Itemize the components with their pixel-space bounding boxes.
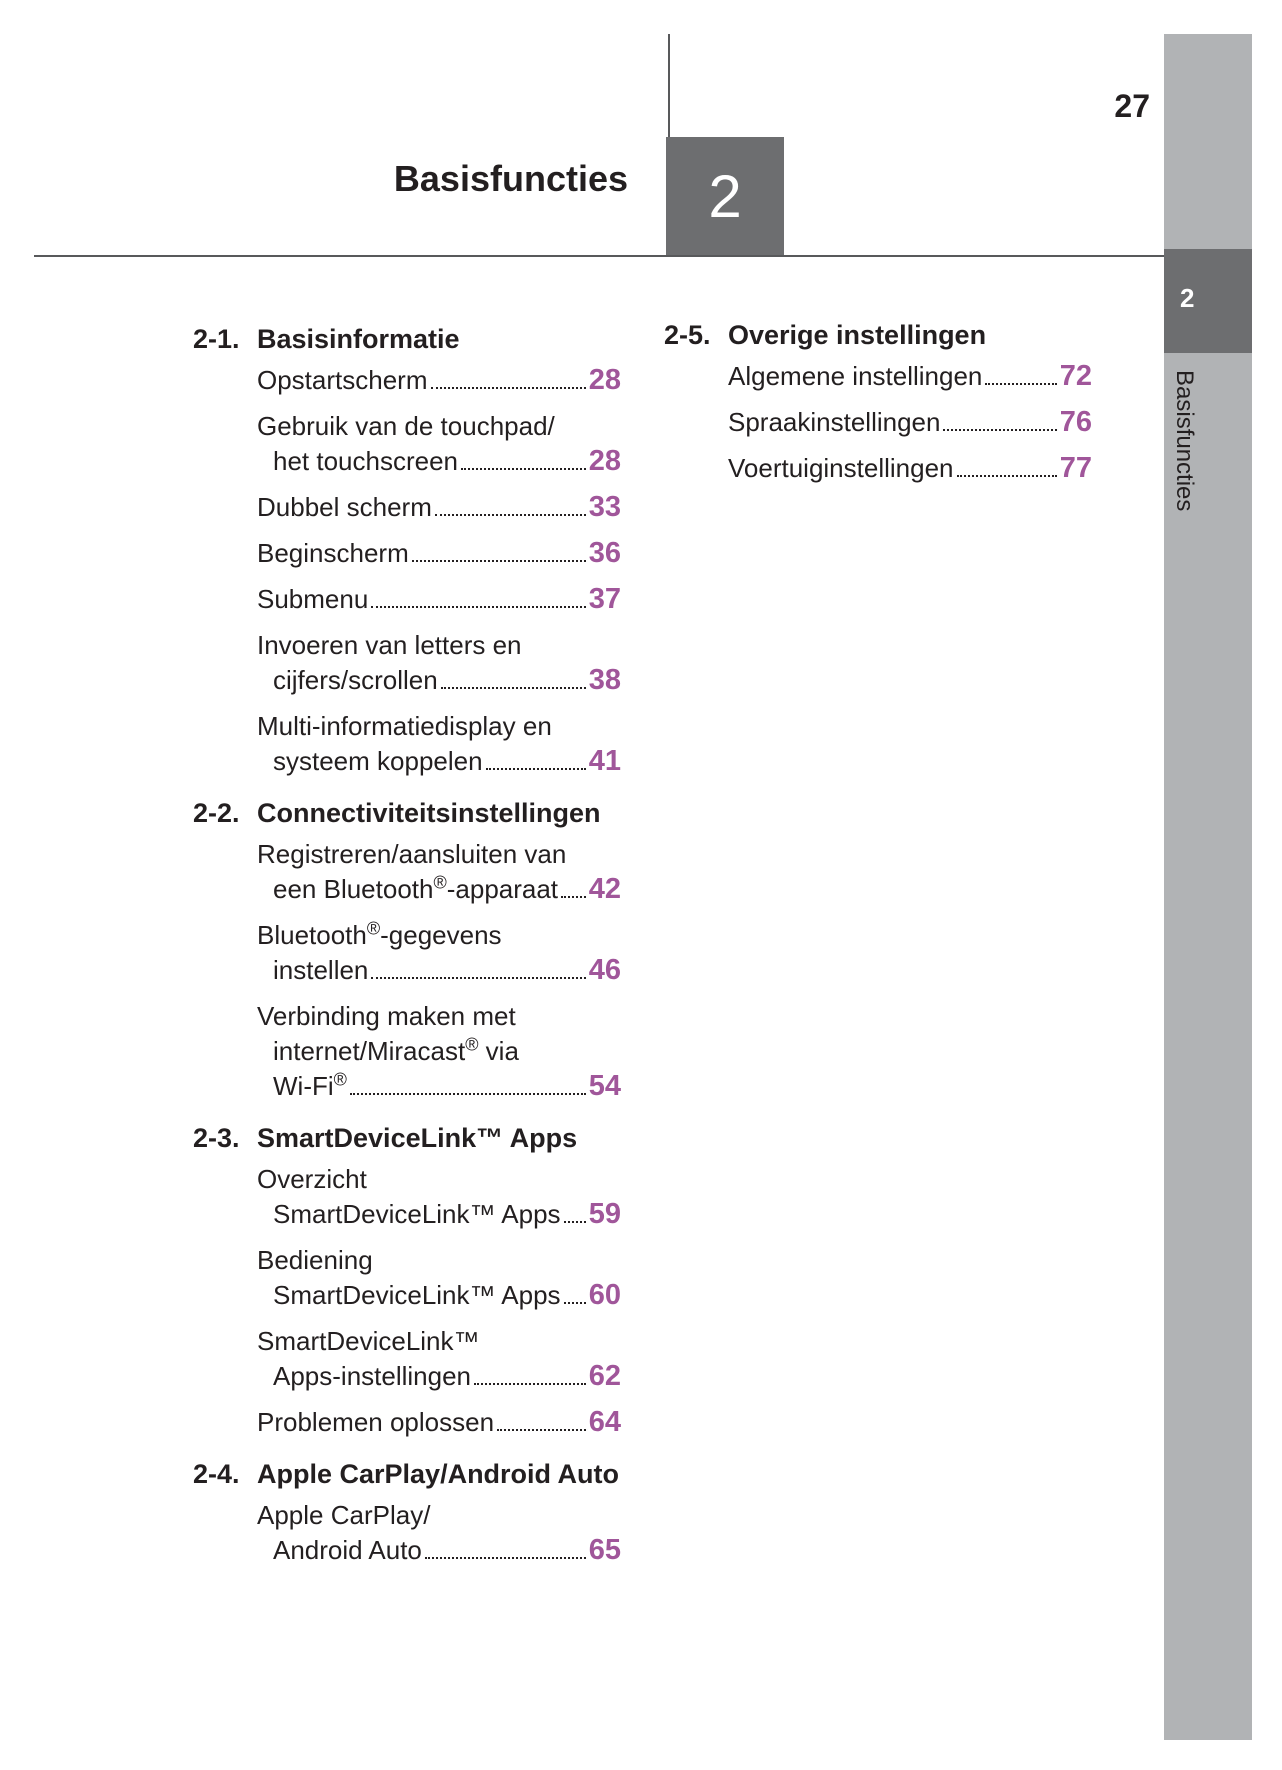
toc-entry-line	[257, 1359, 621, 1394]
page-reference[interactable]: 28	[588, 364, 621, 396]
toc-entry[interactable]	[257, 363, 621, 398]
toc-entry-text: Problemen oplossen	[257, 1407, 495, 1437]
toc-entry[interactable]	[257, 409, 621, 479]
page-reference[interactable]: 46	[588, 954, 621, 986]
side-chapter-tab[interactable]	[1164, 249, 1252, 353]
toc-entry-text: Voertuiginstellingen	[728, 453, 954, 483]
toc-entry-line	[257, 1278, 621, 1313]
toc-entry-line: Bluetooth®-gegevens	[257, 918, 502, 950]
page-reference[interactable]: 65	[588, 1534, 621, 1566]
page-reference[interactable]: 37	[588, 583, 621, 615]
toc-entry-text: SmartDeviceLink™ Apps	[273, 1199, 561, 1229]
toc-entry[interactable]	[257, 536, 621, 571]
toc-right-column	[664, 312, 1092, 497]
toc-entry[interactable]	[728, 451, 1092, 486]
section-title: SmartDeviceLink™ Apps	[257, 1123, 578, 1153]
section-heading	[193, 316, 621, 363]
section-heading	[193, 1115, 621, 1162]
toc-entry[interactable]	[257, 1498, 621, 1568]
dot-leader	[441, 687, 586, 689]
toc-entry[interactable]	[257, 1405, 621, 1440]
toc-entry-text: een Bluetooth®-apparaat	[273, 872, 559, 904]
page-reference[interactable]: 36	[588, 537, 621, 569]
page-reference[interactable]: 28	[588, 445, 621, 477]
toc-entry-text: Dubbel scherm	[257, 492, 432, 522]
toc-entry-line	[728, 451, 1092, 486]
chapter-number: 2	[708, 162, 742, 230]
toc-entry-text: Algemene instellingen	[728, 361, 983, 391]
page-reference[interactable]: 33	[588, 491, 621, 523]
toc-entry-text: systeem koppelen	[273, 746, 483, 776]
side-tab-number: 2	[1180, 283, 1195, 313]
toc-entry-line	[257, 1197, 621, 1232]
toc-entry-line: Apple CarPlay/	[257, 1500, 431, 1530]
toc-entry[interactable]	[257, 1324, 621, 1394]
toc-entry-line	[257, 1533, 621, 1568]
toc-entry-text: SmartDeviceLink™ Apps	[273, 1280, 561, 1310]
section-title: Connectiviteitsinstellingen	[257, 798, 601, 828]
section-number: 2-5.	[664, 320, 711, 350]
page-reference[interactable]: 59	[588, 1198, 621, 1230]
toc-entry-line	[257, 490, 621, 525]
section-heading	[193, 1451, 621, 1498]
dot-leader	[431, 387, 586, 389]
toc-entry[interactable]	[257, 918, 621, 988]
toc-entry[interactable]	[257, 490, 621, 525]
dot-leader	[425, 1557, 586, 1559]
toc-entry-line	[257, 363, 621, 398]
toc-entry-line	[728, 359, 1092, 394]
page-reference[interactable]: 64	[588, 1406, 621, 1438]
toc-entry-line: Overzicht	[257, 1164, 367, 1194]
dot-leader	[461, 468, 586, 470]
toc-entry-line: Verbinding maken met	[257, 1001, 516, 1031]
toc-entry[interactable]	[257, 709, 621, 779]
toc-entry-line	[257, 744, 621, 779]
dot-leader	[486, 768, 586, 770]
toc-entry-text: Spraakinstellingen	[728, 407, 941, 437]
toc-entry[interactable]	[728, 359, 1092, 394]
toc-entry-text: Opstartscherm	[257, 365, 428, 395]
toc-entry-text: Submenu	[257, 584, 369, 614]
toc-entry-text: Android Auto	[273, 1535, 422, 1565]
toc-entry-line: Multi-informatiedisplay en	[257, 711, 552, 741]
page-reference[interactable]: 38	[588, 664, 621, 696]
header-horizontal-rule	[34, 255, 1166, 257]
toc-entry-line	[257, 1069, 621, 1104]
dot-leader	[371, 606, 585, 608]
side-chapter-label: Basisfuncties	[1171, 370, 1198, 512]
toc-entry-line	[257, 663, 621, 698]
section-number: 2-4.	[193, 1459, 240, 1489]
section-title: Basisinformatie	[257, 324, 460, 354]
section-number: 2-1.	[193, 324, 240, 354]
toc-entry-line	[257, 536, 621, 571]
toc-left-column	[193, 316, 621, 1579]
page-reference[interactable]: 54	[588, 1070, 621, 1102]
page-number: 27	[1114, 88, 1150, 124]
toc-entry-line	[728, 405, 1092, 440]
toc-entry-line: internet/Miracast® via	[273, 1034, 519, 1066]
dot-leader	[561, 896, 586, 898]
section-number: 2-3.	[193, 1123, 240, 1153]
toc-entry[interactable]	[257, 1162, 621, 1232]
page-reference[interactable]: 76	[1059, 406, 1092, 438]
section-title: Overige instellingen	[728, 320, 987, 350]
toc-entry-line	[257, 1405, 621, 1440]
toc-entry-text: instellen	[273, 955, 369, 985]
page-reference[interactable]: 77	[1059, 452, 1092, 484]
page-reference[interactable]: 62	[588, 1360, 621, 1392]
toc-entry-text: cijfers/scrollen	[273, 665, 438, 695]
dot-leader	[943, 429, 1056, 431]
toc-entry-line: Bediening	[257, 1245, 373, 1275]
toc-entry-line	[257, 953, 621, 988]
toc-entry-line: SmartDeviceLink™	[257, 1326, 480, 1356]
toc-entry-line	[257, 444, 621, 479]
page-reference[interactable]: 42	[588, 873, 621, 905]
dot-leader	[350, 1093, 586, 1095]
toc-entry-text: Beginscherm	[257, 538, 409, 568]
toc-entry-text: Apps-instellingen	[273, 1361, 472, 1391]
section-heading	[193, 790, 621, 837]
toc-entry[interactable]	[257, 1243, 621, 1313]
page-reference[interactable]: 72	[1059, 360, 1092, 392]
dot-leader	[474, 1383, 586, 1385]
toc-entry[interactable]	[257, 582, 621, 617]
section-title: Apple CarPlay/Android Auto	[257, 1459, 620, 1489]
section-heading	[664, 312, 1092, 359]
toc-entry-line: Gebruik van de touchpad/	[257, 411, 555, 441]
page-reference[interactable]: 41	[588, 745, 621, 777]
chapter-title: Basisfuncties	[393, 158, 628, 199]
section-number: 2-2.	[193, 798, 240, 828]
toc-entry-line	[257, 582, 621, 617]
dot-leader	[564, 1221, 586, 1223]
page-reference[interactable]: 60	[588, 1279, 621, 1311]
dot-leader	[435, 514, 586, 516]
toc-entry[interactable]	[257, 628, 621, 698]
toc-entry-line: Registreren/aansluiten van	[257, 839, 567, 869]
dot-leader	[497, 1429, 586, 1431]
dot-leader	[957, 475, 1057, 477]
dot-leader	[985, 383, 1056, 385]
dot-leader	[564, 1302, 586, 1304]
toc-entry[interactable]	[257, 837, 621, 907]
toc-entry[interactable]	[257, 999, 621, 1104]
toc-entry-line	[257, 872, 621, 907]
toc-entry[interactable]	[728, 405, 1092, 440]
toc-entry-line: Invoeren van letters en	[257, 630, 522, 660]
dot-leader	[371, 977, 585, 979]
toc-entry-text: het touchscreen	[273, 446, 459, 476]
chapter-number-box	[666, 137, 784, 255]
dot-leader	[412, 560, 586, 562]
toc-entry-text: Wi-Fi®	[273, 1069, 347, 1101]
